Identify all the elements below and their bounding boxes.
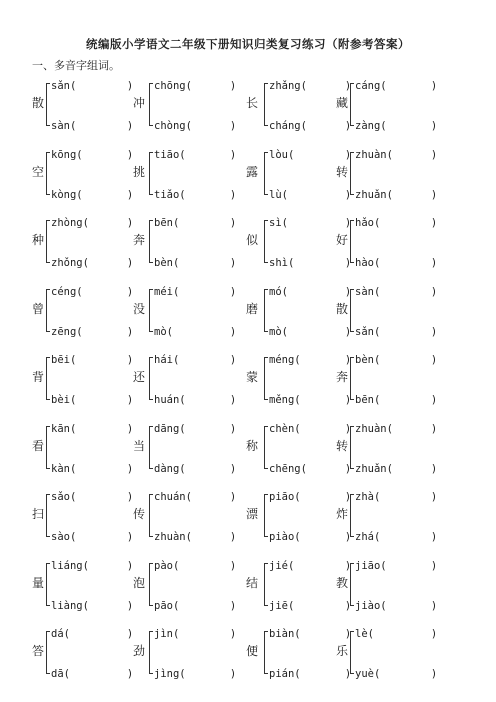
pinyin-reading-top[interactable]: bēn( ) [154,217,237,229]
pinyin-reading-bottom[interactable]: bèn( ) [154,257,237,269]
polyphone-group [336,556,446,612]
polyphone-group [133,145,243,201]
polyphone-group [336,419,446,475]
pinyin-reading-top[interactable]: zhuàn( ) [355,422,438,435]
pinyin-reading-bottom[interactable]: huán( ) [154,394,237,406]
pinyin-reading-top[interactable]: zhuàn( ) [355,148,438,161]
polyphone-character: 磨 [246,301,259,316]
pinyin-reading-top[interactable]: lè( ) [355,628,438,640]
pinyin-reading-top[interactable]: biàn( ) [269,628,352,640]
polyphone-group [133,282,243,338]
polyphone-character: 称 [246,438,259,453]
polyphone-group [32,282,142,338]
pinyin-reading-bottom[interactable]: zhuàn( ) [154,531,237,543]
pinyin-reading-top[interactable]: jié( ) [269,559,352,572]
polyphone-character: 种 [32,233,45,247]
exercise-row [0,624,496,680]
pinyin-reading-bottom[interactable]: zhǒng( ) [51,257,134,269]
pinyin-reading-top[interactable]: céng( ) [51,285,134,298]
polyphone-group [32,419,142,475]
exercise-row [0,76,496,132]
polyphone-group [336,350,446,406]
polyphone-character: 背 [32,370,45,384]
pinyin-reading-top[interactable]: mó( ) [269,285,352,298]
polyphone-group [32,76,142,132]
pinyin-reading-bottom[interactable]: yuè( ) [355,668,438,680]
polyphone-character: 当 [133,438,146,453]
polyphone-character: 奔 [133,233,146,247]
polyphone-character: 挑 [133,164,146,179]
polyphone-character: 传 [133,507,146,521]
pinyin-reading-bottom[interactable]: bēn( ) [355,394,438,406]
pinyin-reading-bottom[interactable]: zàng( ) [355,120,438,132]
pinyin-reading-top[interactable]: dá( ) [51,628,134,640]
polyphone-character: 曾 [32,301,45,316]
polyphone-character: 便 [246,644,259,658]
polyphone-character: 散 [32,96,45,110]
section-heading: 一、多音字组词。 [32,59,120,72]
pinyin-reading-bottom[interactable]: jiē( ) [269,599,352,612]
polyphone-character: 乐 [336,644,349,658]
pinyin-reading-top[interactable]: sàn( ) [355,285,438,298]
pinyin-reading-top[interactable]: cáng( ) [355,80,438,92]
pinyin-reading-top[interactable]: dāng( ) [154,422,237,435]
polyphone-group [133,213,243,269]
polyphone-group [32,556,142,612]
pinyin-reading-bottom[interactable]: shì( ) [269,257,352,269]
polyphone-group [133,350,243,406]
polyphone-character: 露 [246,164,259,179]
polyphone-character: 冲 [133,96,146,110]
polyphone-character: 蒙 [246,370,259,384]
pinyin-reading-bottom[interactable]: zhá( ) [355,531,438,543]
pinyin-reading-top[interactable]: méng( ) [269,354,352,366]
exercise-row [0,282,496,338]
pinyin-reading-top[interactable]: hǎo( ) [355,217,438,229]
polyphone-group [133,487,243,543]
polyphone-character: 漂 [246,507,259,521]
pinyin-reading-top[interactable]: méi( ) [154,285,237,298]
pinyin-reading-bottom[interactable]: jìng( ) [154,668,237,680]
polyphone-character: 劲 [133,644,146,658]
polyphone-group [336,282,446,338]
polyphone-group [336,487,446,543]
pinyin-reading-bottom[interactable]: mò( ) [154,325,237,338]
pinyin-reading-bottom[interactable]: hào( ) [355,257,438,269]
polyphone-group [133,419,243,475]
pinyin-reading-top[interactable]: chōng( ) [154,80,237,92]
polyphone-character: 结 [246,575,259,590]
pinyin-reading-top[interactable]: jìn( ) [154,628,237,640]
pinyin-reading-bottom[interactable]: mò( ) [269,325,352,338]
pinyin-reading-top[interactable]: zhòng( ) [51,217,134,229]
polyphone-character: 看 [32,438,45,453]
page-title: 统编版小学语文二年级下册知识归类复习练习（附参考答案） [86,37,410,51]
polyphone-character: 量 [32,575,45,590]
pinyin-reading-bottom[interactable]: pāo( ) [154,599,237,612]
pinyin-reading-bottom[interactable]: měng( ) [269,394,352,406]
polyphone-group [32,350,142,406]
polyphone-group [336,76,446,132]
pinyin-reading-top[interactable]: zhǎng( ) [269,80,352,92]
polyphone-character: 泡 [133,575,146,590]
pinyin-reading-bottom[interactable]: zhuǎn( ) [355,462,438,475]
polyphone-group [133,556,243,612]
pinyin-reading-top[interactable]: liáng( ) [51,559,134,572]
polyphone-character: 藏 [336,96,349,110]
pinyin-reading-bottom[interactable]: sàn( ) [51,120,134,132]
pinyin-reading-bottom[interactable]: pián( ) [269,668,352,680]
pinyin-reading-bottom[interactable]: piào( ) [269,531,352,543]
pinyin-reading-bottom[interactable]: lù( ) [269,188,352,201]
pinyin-reading-bottom[interactable]: chēng( ) [269,462,352,475]
exercise-row [0,487,496,543]
polyphone-character: 散 [336,301,349,316]
pinyin-reading-bottom[interactable]: zēng( ) [51,325,134,338]
polyphone-group [336,624,446,680]
exercise-row [0,213,496,269]
polyphone-character: 空 [32,164,45,179]
pinyin-reading-top[interactable]: kōng( ) [51,148,134,161]
pinyin-reading-bottom[interactable]: kàn( ) [51,462,134,475]
polyphone-group [336,213,446,269]
polyphone-group [32,487,142,543]
pinyin-reading-bottom[interactable]: dàng( ) [154,462,237,475]
pinyin-reading-bottom[interactable]: dā( ) [51,668,134,680]
pinyin-reading-bottom[interactable]: cháng( ) [269,120,352,132]
pinyin-reading-top[interactable]: kān( ) [51,422,134,435]
pinyin-reading-bottom[interactable]: tiǎo( ) [154,188,237,201]
pinyin-reading-top[interactable]: pào( ) [154,559,237,572]
pinyin-reading-top[interactable]: sǎn( ) [51,80,134,92]
polyphone-character: 转 [336,164,349,179]
polyphone-character: 似 [246,233,259,247]
pinyin-reading-top[interactable]: sǎo( ) [51,491,134,503]
pinyin-reading-top[interactable]: lòu( ) [269,148,352,161]
pinyin-reading-top[interactable]: chuán( ) [154,491,237,503]
polyphone-group [133,624,243,680]
polyphone-character: 转 [336,438,349,453]
pinyin-reading-bottom[interactable]: sǎn( ) [355,325,438,338]
pinyin-reading-top[interactable]: bèn( ) [355,354,438,366]
pinyin-reading-top[interactable]: sì( ) [269,217,352,229]
polyphone-character: 答 [32,644,45,658]
polyphone-group [32,213,142,269]
polyphone-character: 炸 [336,507,349,521]
pinyin-reading-bottom[interactable]: zhuǎn( ) [355,188,438,201]
pinyin-reading-top[interactable]: bēi( ) [51,354,134,366]
polyphone-group [32,145,142,201]
exercise-row [0,556,496,612]
pinyin-reading-top[interactable]: zhà( ) [355,491,438,503]
pinyin-reading-bottom[interactable]: sào( ) [51,531,134,543]
exercise-row [0,419,496,475]
pinyin-reading-bottom[interactable]: jiào( ) [355,599,438,612]
pinyin-reading-top[interactable]: jiāo( ) [355,559,438,572]
polyphone-character: 长 [246,96,259,110]
polyphone-group [32,624,142,680]
pinyin-reading-top[interactable]: hái( ) [154,354,237,366]
pinyin-reading-top[interactable]: piāo( ) [269,491,352,503]
polyphone-character: 还 [133,370,146,384]
polyphone-character: 教 [336,575,349,590]
pinyin-reading-top[interactable]: chèn( ) [269,422,352,435]
polyphone-character: 好 [336,233,349,247]
pinyin-reading-top[interactable]: tiāo( ) [154,148,237,161]
exercise-row [0,145,496,201]
polyphone-group [133,76,243,132]
polyphone-character: 没 [133,301,146,316]
polyphone-group [336,145,446,201]
exercise-row [0,350,496,406]
polyphone-character: 奔 [336,370,349,384]
pinyin-reading-bottom[interactable]: chòng( ) [154,120,237,132]
pinyin-reading-bottom[interactable]: liàng( ) [51,599,134,612]
polyphone-character: 扫 [32,507,45,521]
pinyin-reading-bottom[interactable]: bèi( ) [51,394,134,406]
pinyin-reading-bottom[interactable]: kòng( ) [51,188,134,201]
